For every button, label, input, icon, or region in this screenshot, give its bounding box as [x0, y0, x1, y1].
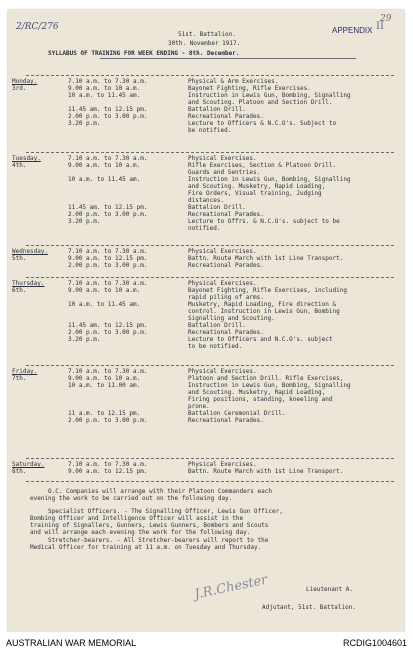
day-name: Thursday. [12, 280, 45, 287]
day-separator [26, 152, 394, 153]
activity-line: control. Instruction in Lewis Gun, Bombing [188, 308, 340, 315]
activity-line: be notified. [188, 127, 232, 134]
day-date: 6th. [12, 287, 27, 294]
activity-line: Physical Exercises. [188, 155, 257, 162]
time-slot: 11.45 am. to 12.15 pm. [68, 106, 148, 113]
day-date: 3rd. [12, 85, 27, 92]
time-slot: 11.45 am. to 12.15 pm. [68, 322, 148, 329]
day-separator [26, 245, 394, 246]
day-date: 8th. [12, 468, 27, 475]
activity-line: Recreational Parades. [188, 113, 264, 120]
note-line: Medical Officer for training at 11 a.m. on Tuesday and Thursday. [30, 544, 262, 551]
activity-line: Physical Exercises. [188, 461, 257, 468]
title-underline [100, 58, 356, 59]
activity-line: and Scouting. Platoon and Section Drill. [188, 99, 333, 106]
time-slot: 3.20 p.m. [68, 120, 101, 127]
document-title: SYLLABUS OF TRAINING FOR WEEK ENDING - 8th. December. [48, 50, 240, 57]
footer-archive-name: AUSTRALIAN WAR MEMORIAL [6, 638, 137, 648]
time-slot: 7.10 a.m. to 7.30 a.m. [68, 461, 148, 468]
time-slot: 3.20 p.m. [68, 218, 101, 225]
activity-line: Recreational Parades. [188, 262, 264, 269]
time-slot: 9.00 a.m. to 10 a.m. [68, 162, 141, 169]
activity-line: Recreational Parades. [188, 211, 264, 218]
time-slot: 11 a.m. to 12.15 pm. [68, 410, 141, 417]
activity-line: Instruction in Lewis Gun, Bombing, Signalling [188, 382, 351, 389]
document-date: 30th. November 1917. [168, 40, 241, 47]
activity-line: Instruction in Lewis Gun, Bombing, Signalling [188, 92, 351, 99]
activity-line: and Scouting. Musketry, Rapid Loading, [188, 389, 326, 396]
activity-line: Physical & Arm Exercises. [188, 78, 279, 85]
activity-line: Physical Exercises. [188, 248, 257, 255]
activity-line: Battn. Route March with 1st Line Transport. [188, 255, 344, 262]
time-slot: 10 a.m. to 11.45 am. [68, 301, 141, 308]
signature-rank: Lieutenant A. [306, 586, 353, 593]
archive-footer [0, 632, 413, 654]
activity-line: Fire Orders, Visual training, Judging [188, 190, 322, 197]
time-slot: 2.00 p.m. to 3.00 p.m. [68, 417, 148, 424]
time-slot: 7.10 a.m. to 7.30 a.m. [68, 78, 148, 85]
time-slot: 10 a.m. to 11.00 am. [68, 382, 141, 389]
activity-line: to be notified. [188, 343, 243, 350]
time-slot: 2.00 p.m. to 3.00 p.m. [68, 329, 148, 336]
appendix-numeral: II [376, 21, 384, 32]
activity-line: Battalion Drill. [188, 322, 246, 329]
note-line: evening the work to be carried out on the following day. [30, 495, 233, 502]
activity-line: Battn. Route March with 1st Line Transport. [188, 468, 344, 475]
note-line: training of Signallers, Gunners, Lewis Gunners, Bombers and Scouts [30, 522, 269, 529]
time-slot: 7.10 a.m. to 7.30 a.m. [68, 155, 148, 162]
day-separator [26, 365, 394, 366]
day-name: Friday. [12, 368, 38, 375]
activity-line: Physical Exercises. [188, 368, 257, 375]
day-name: Monday. [12, 78, 38, 85]
day-separator [26, 277, 394, 278]
document-sheet [8, 10, 404, 632]
day-date: 5th. [12, 255, 27, 262]
activity-line: distances. [188, 197, 225, 204]
reference-number: 2/RC/276 [16, 22, 59, 32]
activity-line: Recreational Parades. [188, 329, 264, 336]
time-slot: 10 a.m. to 11.45 am. [68, 92, 141, 99]
schedule-end-separator [26, 481, 394, 482]
activity-line: notified. [188, 225, 221, 232]
activity-line: Lecture to Officers & N.C.O's. Subject to [188, 120, 337, 127]
time-slot: 2.00 p.m. to 3.00 p.m. [68, 113, 148, 120]
activity-line: Battalion Drill. [188, 204, 246, 211]
time-slot: 7.10 a.m. to 7.30 a.m. [68, 248, 148, 255]
note-line: Stretcher-bearers. - All Stretcher-bearers will report to the [48, 537, 269, 544]
signature-scrawl: J.R.Chester [193, 572, 269, 603]
activity-line: Lecture to Offrs. & N.C.O's. subject to be [188, 218, 340, 225]
time-slot: 3.20 p.m. [68, 336, 101, 343]
time-slot: 9.00 a.m. to 10 a.m. [68, 287, 141, 294]
activity-line: Battalion Drill. [188, 106, 246, 113]
activity-line: Bayonet Fighting, Rifle Exercises. [188, 85, 311, 92]
day-name: Wednesday. [12, 248, 49, 255]
day-date: 7th. [12, 375, 27, 382]
time-slot: 10 a.m. to 11.45 am. [68, 176, 141, 183]
activity-line: and Scouting. Musketry, Rapid Loading, [188, 183, 326, 190]
time-slot: 7.10 a.m. to 7.30 a.m. [68, 368, 148, 375]
activity-line: rapid piling of arms. [188, 294, 264, 301]
time-slot: 7.10 a.m. to 7.30 a.m. [68, 280, 148, 287]
activity-line: Firing positions, standing, kneeling and [188, 396, 333, 403]
activity-line: Platoon and Section Drill. Rifle Exercises, [188, 375, 344, 382]
activity-line: Battalion Ceremonial Drill. [188, 410, 286, 417]
signature-role: Adjutant, 51st. Battalion. [262, 604, 356, 611]
activity-line: Guards and Sentries. [188, 169, 261, 176]
time-slot: 9.00 a.m. to 10 a.m. [68, 85, 141, 92]
time-slot: 9.00 a.m. to 12.15 pm. [68, 468, 148, 475]
activity-line: Lecture to Officers and N.C.O's. subject [188, 336, 333, 343]
activity-line: Signalling and Scouting. [188, 315, 275, 322]
activity-line: Musketry, Rapid Loading, Fire direction & [188, 301, 337, 308]
activity-line: Instruction in Lewis Gun, Bombing, Signalling [188, 176, 351, 183]
time-slot: 9.00 a.m. to 10 a.m. [68, 375, 141, 382]
appendix-label: APPENDIX [332, 26, 373, 35]
day-separator [26, 75, 394, 76]
activity-line: Rifle Exercises, Section & Platoon Drill. [188, 162, 337, 169]
page-number: 29 [380, 14, 392, 24]
time-slot: 9.00 a.m. to 12.15 pm. [68, 255, 148, 262]
day-name: Tuesday. [12, 155, 41, 162]
activity-line: Recreational Parades. [188, 417, 264, 424]
activity-line: prone. [188, 403, 210, 410]
note-line: Bombing Officer and Intelligence Officer will assist in the [30, 515, 244, 522]
activity-line: Bayonet Fighting, Rifle Exercises, including [188, 287, 347, 294]
time-slot: 2.00 p.m. to 3.00 p.m. [68, 211, 148, 218]
unit-name: 51st. Battalion. [178, 31, 236, 38]
day-separator [26, 458, 394, 459]
activity-line: Physical Exercises. [188, 280, 257, 287]
day-name: Saturday. [12, 461, 45, 468]
footer-record-id: RCDIG1004601 [342, 638, 407, 648]
day-date: 4th. [12, 162, 27, 169]
note-line: and will arrange each evening the work for the following day. [30, 529, 251, 536]
note-line: Specialist Officers. - The Signalling Officer, Lewis Gun Officer, [48, 508, 283, 515]
time-slot: 11.45 am. to 12.15 pm. [68, 204, 148, 211]
note-line: O.C. Companies will arrange with their Platoon Commanders each [48, 488, 272, 495]
time-slot: 2.00 p.m. to 3.00 p.m. [68, 262, 148, 269]
